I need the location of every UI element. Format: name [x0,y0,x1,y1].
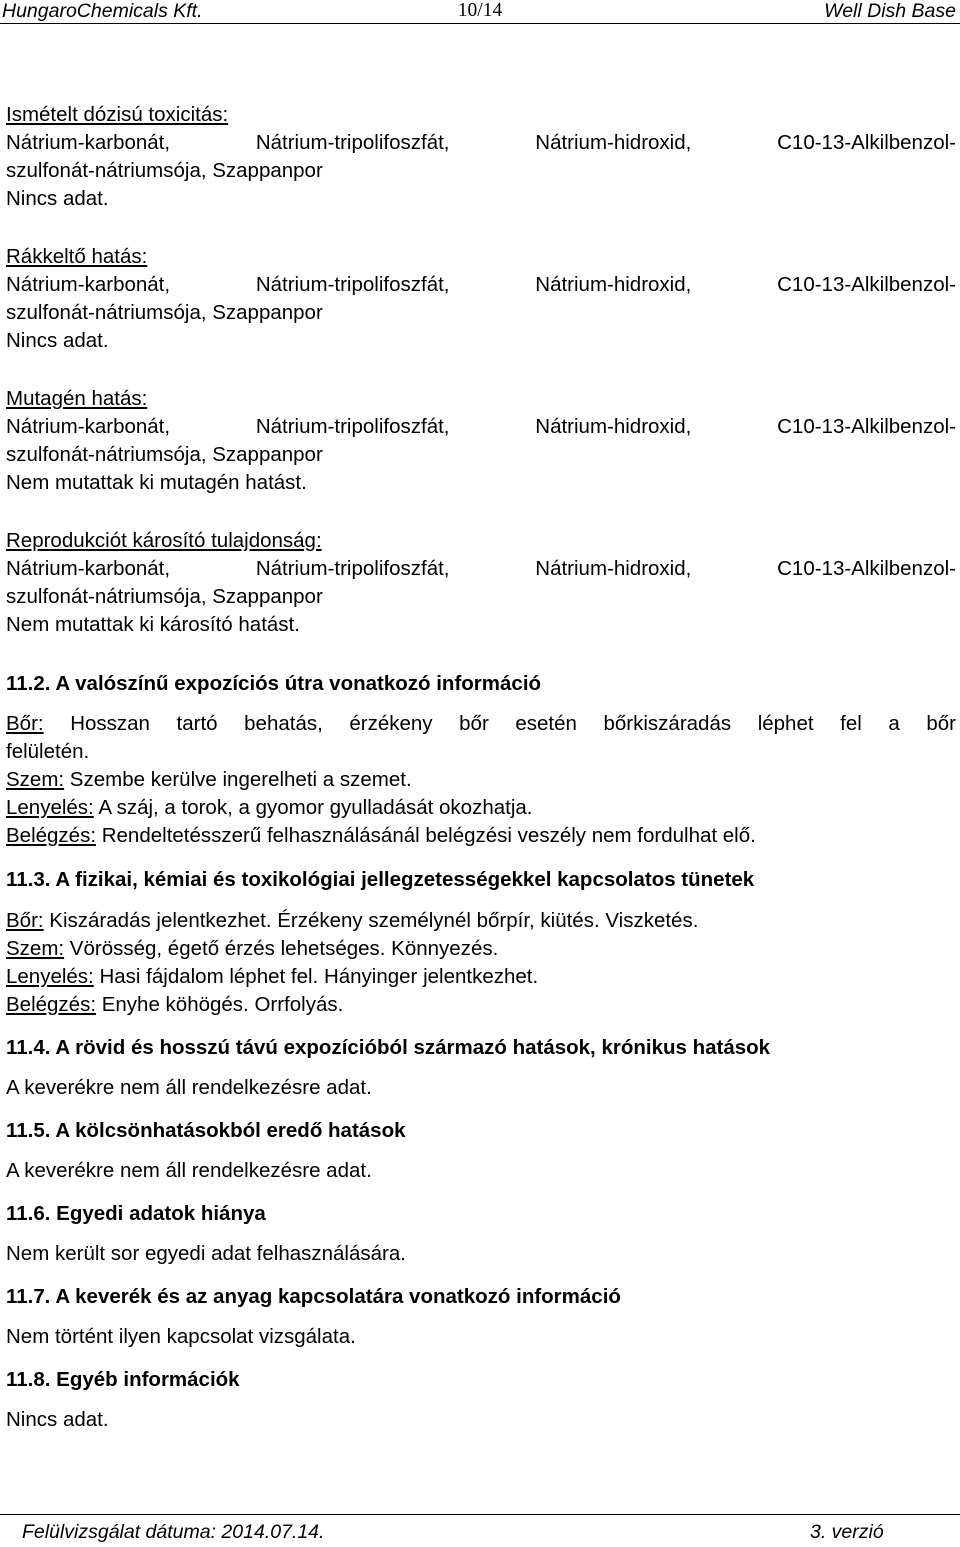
mutagenic-result: Nem mutattak ki mutagén hatást. [6,471,307,494]
ingredient-4: C10-13-Alkilbenzol- [777,273,956,296]
reproductive-title: Reprodukciót károsító tulajdonság: [6,529,322,552]
section-11-6-heading: 11.6. Egyedi adatok hiánya [6,1202,266,1225]
ingredient-4: C10-13-Alkilbenzol- [777,557,956,580]
inhalation-text: Enyhe köhögés. Orrfolyás. [96,993,344,1016]
product-name: Well Dish Base [824,0,956,22]
ingredient-1: Nátrium-karbonát, [6,273,171,296]
carcinogenic-result: Nincs adat. [6,329,109,352]
mutagenic-title: Mutagén hatás: [6,387,148,410]
section-11-8-heading: 11.8. Egyéb információk [6,1368,240,1391]
ingredient-1: Nátrium-karbonát, [6,415,171,438]
section-11-7 [6,1283,956,1311]
ingestion-exposure-line [6,794,956,822]
section-11-2-heading: 11.2. A valószínű expozíciós útra vonatkozó információ [6,672,542,695]
skin-word: fel [840,712,862,735]
inhalation-text: Rendeltetésszerű felhasználásánál belégzési veszély nem fordulhat elő. [96,824,756,847]
section-11-4-body [6,1074,956,1102]
section-11-6 [6,1200,956,1228]
header-divider [0,23,960,24]
ingredient-2: Nátrium-tripolifoszfát, [255,415,450,438]
repeat-toxicity-result: Nincs adat. [6,187,109,210]
section-11-3 [6,866,956,894]
repeat-toxicity-title: Ismételt dózisú toxicitás: [6,103,229,126]
inhalation-symptom-line [6,991,956,1019]
ingredient-1: Nátrium-karbonát, [6,557,171,580]
skin-word: érzékeny [349,712,433,735]
section-11-5-heading: 11.5. A kölcsönhatásokból eredő hatások [6,1119,406,1142]
repeat-toxicity-block [6,101,956,213]
ingestion-label: Lenyelés: [6,796,94,819]
skin-exposure-line [6,710,956,738]
ingredient-1: Nátrium-karbonát, [6,131,171,154]
carcinogenic-title: Rákkeltő hatás: [6,245,148,268]
ingredient-3: Nátrium-hidroxid, [535,273,692,296]
company-name: HungaroChemicals Kft. [2,0,203,22]
section-11-5 [6,1117,956,1145]
ingredient-4: C10-13-Alkilbenzol- [777,131,956,154]
ingestion-text: Hasi fájdalom léphet fel. Hányinger jelentkezhet. [93,965,539,988]
page-footer [0,1521,960,1547]
ingredient-2: Nátrium-tripolifoszfát, [255,131,450,154]
section-11-4 [6,1034,956,1062]
eye-label: Szem: [6,768,65,791]
reproductive-block [6,527,956,639]
inhalation-label: Belégzés: [6,993,97,1016]
ingredient-4: C10-13-Alkilbenzol- [777,415,956,438]
skin-word: Hosszan [70,712,150,735]
section-11-4-text: A keverékre nem áll rendelkezésre adat. [6,1076,372,1099]
ingredient-line-2: szulfonát-nátriumsója, Szappanpor [6,301,323,324]
section-11-5-body [6,1157,956,1185]
eye-symptom-line [6,935,956,963]
revision-date: Felülvizsgálat dátuma: 2014.07.14. [22,1521,325,1543]
ingredient-line [6,413,956,441]
section-11-3-heading: 11.3. A fizikai, kémiai és toxikológiai jellegzetességekkel kapcsolatos tünetek [6,868,755,891]
inhalation-exposure-line [6,822,956,850]
section-11-5-text: A keverékre nem áll rendelkezésre adat. [6,1159,372,1182]
skin-text: Kiszáradás jelentkezhet. Érzékeny személynél bőrpír, kiütés. Viszketés. [43,909,699,932]
inhalation-label: Belégzés: [6,824,97,847]
ingestion-label: Lenyelés: [6,965,94,988]
eye-label: Szem: [6,937,65,960]
ingredient-3: Nátrium-hidroxid, [535,415,692,438]
skin-word: esetén [515,712,577,735]
mutagenic-block [6,385,956,497]
eye-text: Vörösség, égető érzés lehetséges. Könnyezés. [64,937,499,960]
ingredient-line-2: szulfonát-nátriumsója, Szappanpor [6,585,323,608]
skin-word: bőr [926,712,956,735]
section-11-8-text: Nincs adat. [6,1408,109,1431]
page-header [0,0,960,30]
ingredient-line [6,129,956,157]
skin-word: bőr [459,712,489,735]
section-11-2-body [6,710,956,850]
reproductive-result: Nem mutattak ki károsító hatást. [6,613,300,636]
section-11-8 [6,1366,956,1394]
ingredient-2: Nátrium-tripolifoszfát, [255,557,450,580]
ingestion-symptom-line [6,963,956,991]
section-11-7-heading: 11.7. A keverék és az anyag kapcsolatára vonatkozó információ [6,1285,621,1308]
carcinogenic-block [6,243,956,355]
section-11-7-text: Nem történt ilyen kapcsolat vizsgálata. [6,1325,356,1348]
ingredient-line-2: szulfonát-nátriumsója, Szappanpor [6,443,323,466]
skin-word: a [888,712,900,735]
ingredient-line [6,271,956,299]
skin-label: Bőr: [6,909,44,932]
skin-word: tartó [176,712,218,735]
section-11-2 [6,670,956,698]
ingredient-line-2: szulfonát-nátriumsója, Szappanpor [6,159,323,182]
footer-divider [0,1514,960,1515]
section-11-8-body [6,1406,956,1434]
skin-word: bőrkiszáradás [603,712,732,735]
version: 3. verzió [810,1521,884,1543]
eye-exposure-line [6,766,956,794]
skin-word: léphet [757,712,814,735]
ingredient-line [6,555,956,583]
section-11-7-body [6,1323,956,1351]
section-11-6-body [6,1240,956,1268]
section-11-4-heading: 11.4. A rövid és hosszú távú expozícióból származó hatások, krónikus hatások [6,1036,771,1059]
section-11-6-text: Nem került sor egyedi adat felhasználására. [6,1242,406,1265]
skin-word: behatás, [244,712,323,735]
ingestion-text: A száj, a torok, a gyomor gyulladását okozhatja. [93,796,533,819]
skin-symptom-line [6,907,956,935]
skin-exposure-continuation: felületén. [6,740,90,763]
ingredient-2: Nátrium-tripolifoszfát, [255,273,450,296]
ingredient-3: Nátrium-hidroxid, [535,557,692,580]
section-11-3-body [6,907,956,1019]
skin-label: Bőr: [6,712,44,735]
ingredient-3: Nátrium-hidroxid, [535,131,692,154]
page-number: 10/14 [457,0,503,21]
eye-text: Szembe kerülve ingerelheti a szemet. [64,768,412,791]
